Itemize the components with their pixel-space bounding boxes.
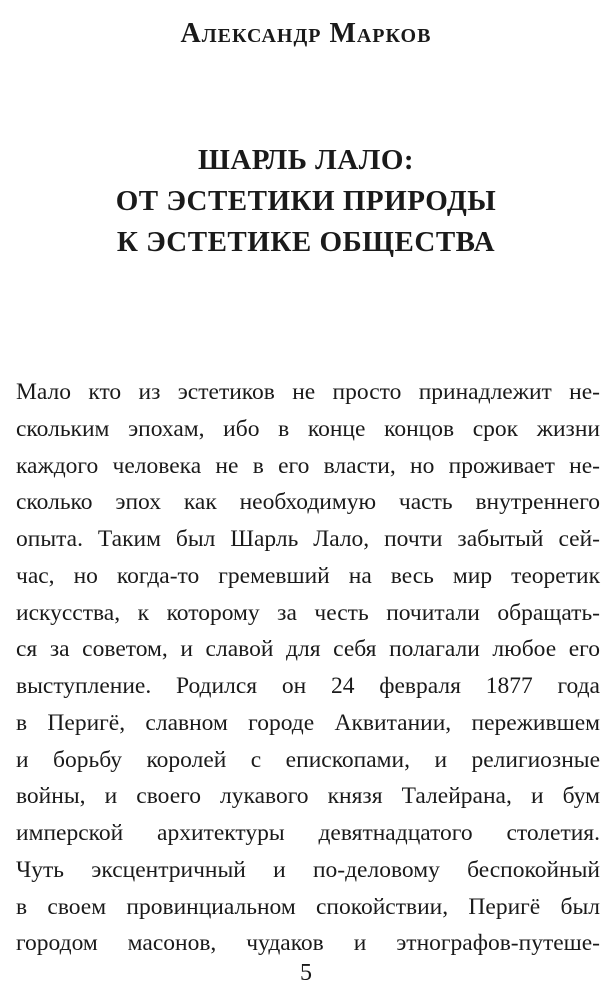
text-line: опыта. Таким был Шарль Лало, почти забытый сей-: [16, 526, 600, 552]
text-line: в Перигё, славном городе Аквитании, пережившем: [16, 709, 600, 736]
text-line: сколько эпох как необходимую часть внутреннего: [16, 489, 600, 516]
text-line: в своем провинциальном спокойствии, Перигё был: [16, 893, 600, 920]
text-line: и борьбу королей с епископами, и религиозные: [16, 746, 600, 773]
chapter-title: [0, 140, 612, 263]
chapter-title-line: ШАРЛЬ ЛАЛО:: [197, 144, 415, 176]
chapter-title-line: ОТ ЭСТЕТИКИ ПРИРОДЫ: [115, 185, 497, 217]
body-paragraph: [16, 374, 600, 962]
text-line: войны, и своего лукавого князя Талейрана, и бум: [16, 783, 600, 810]
text-line: Чуть эксцентричный и по-деловому беспокойный: [16, 856, 600, 883]
author-name: Александр Марков: [180, 18, 432, 49]
chapter-title-line: К ЭСТЕТИКЕ ОБЩЕСТВА: [116, 226, 496, 258]
text-line: час, но когда-то гремевший на весь мир теоретик: [16, 562, 600, 589]
text-line: ся за советом, и славой для себя полагали любое его: [16, 636, 600, 663]
page-number: 5: [300, 960, 312, 986]
text-line: искусства, к которому за честь почитали обращать-: [16, 599, 600, 626]
text-line: Мало кто из эстетиков не просто принадлежит не-: [16, 379, 600, 405]
text-line: каждого человека не в его власти, но проживает не-: [16, 452, 600, 479]
text-line: выступление. Родился он 24 февраля 1877 года: [16, 673, 600, 699]
text-line: городом масонов, чудаков и этнографов-путеше-: [16, 930, 600, 957]
text-line: скольким эпохам, ибо в конце концов срок жизни: [16, 415, 600, 442]
text-line: имперской архитектуры девятнадцатого столетия.: [16, 820, 600, 846]
